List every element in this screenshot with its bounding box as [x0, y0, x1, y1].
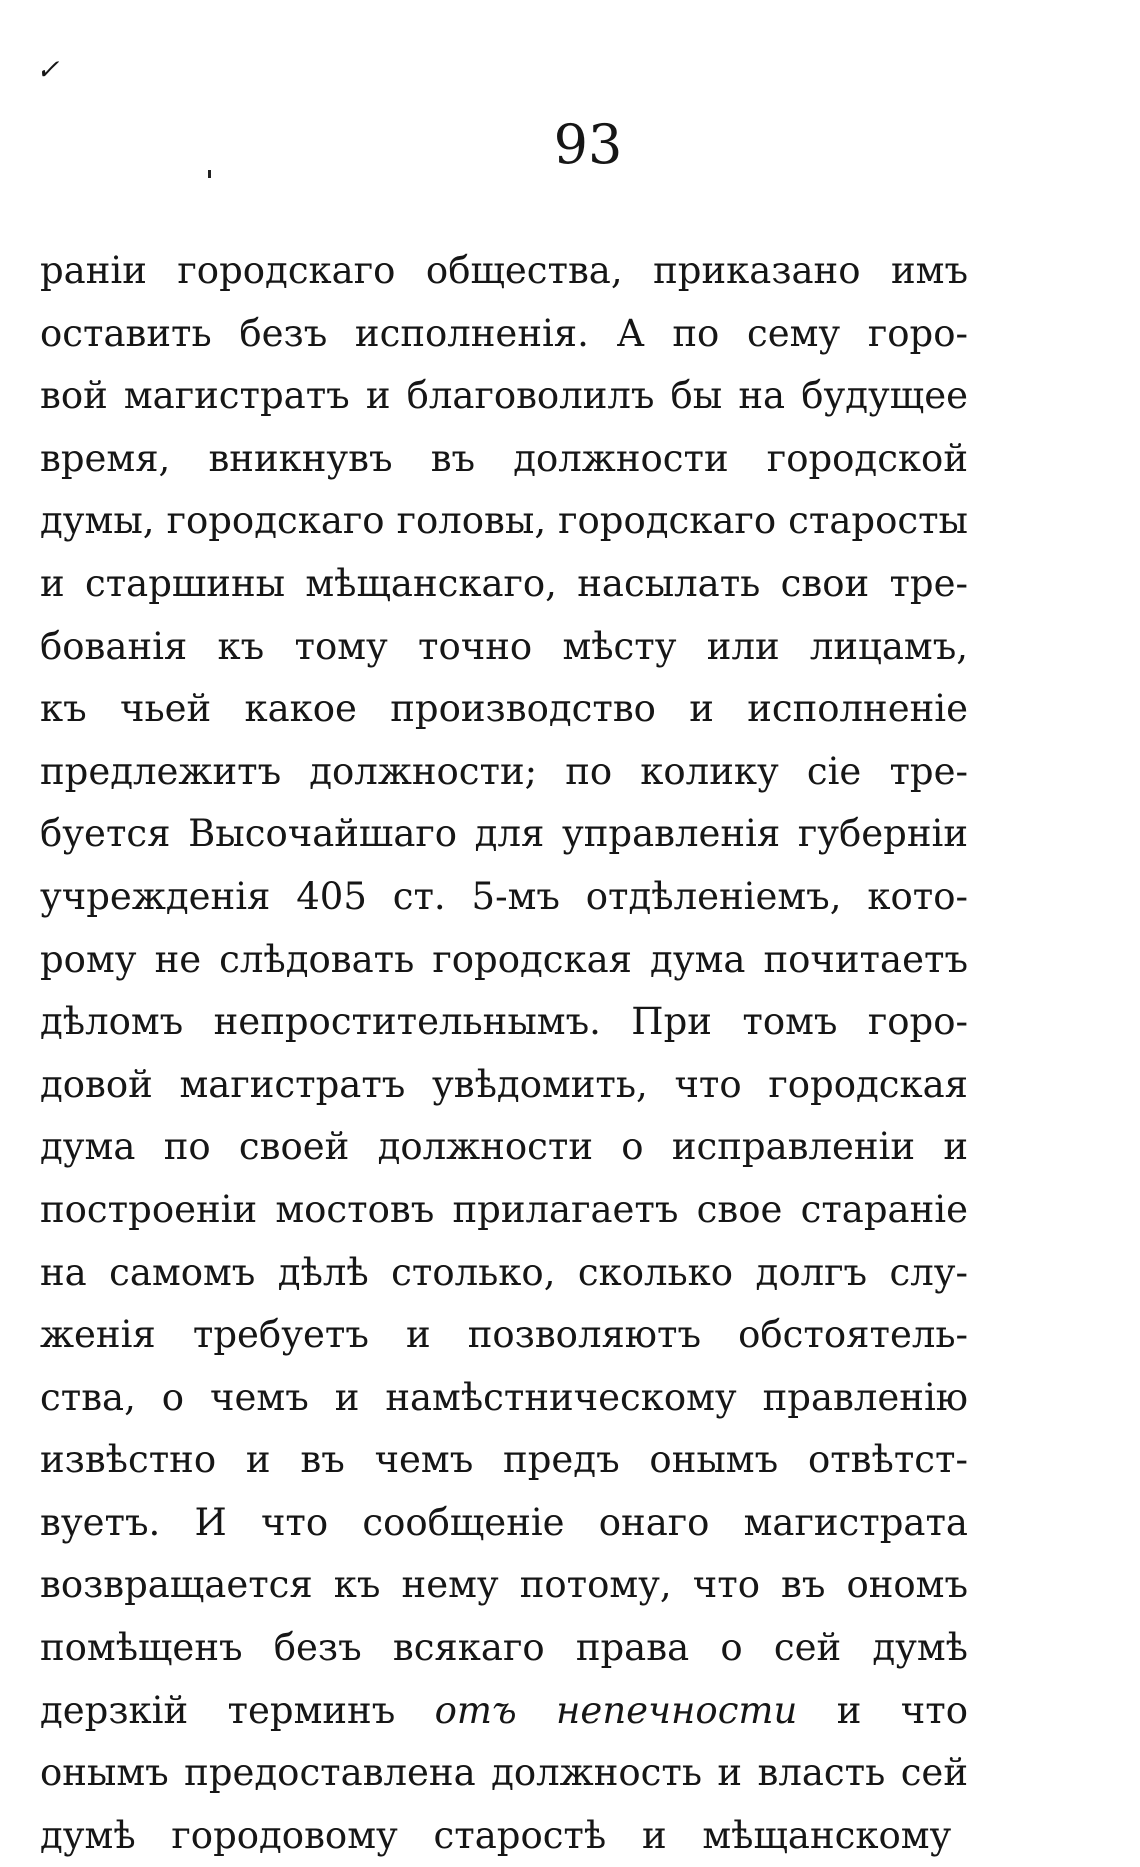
page-number: 93	[553, 113, 623, 176]
text-line: возвращается къ нему потому, что въ ономъ	[40, 1563, 968, 1607]
text-line: вуетъ. И что сообщеніе онаго магистрата	[40, 1500, 968, 1544]
text-line: помѣщенъ безъ всякаго права о сей думѣ	[40, 1626, 968, 1670]
text-line: раніи городскаго общества, приказано имъ	[40, 249, 968, 292]
line-lead: дерзкій терминъ	[40, 1688, 396, 1732]
text-line: дума по своей должности о исправленіи и	[40, 1125, 968, 1169]
text-line: ства, о чемъ и намѣстническому правленію	[40, 1375, 968, 1419]
text-line: на самомъ дѣлѣ столько, сколько долгъ слу-	[40, 1250, 968, 1294]
text-line: буется Высочайшаго для управленія губерніи	[40, 812, 968, 856]
text-line: къ чьей какое производство и исполненіе	[40, 687, 968, 731]
italic-phrase: отъ непечности	[434, 1688, 798, 1732]
text-line: довой магистратъ увѣдомить, что городская	[40, 1062, 968, 1106]
text-line: построеніи мостовъ прилагаетъ свое стараніе	[40, 1187, 968, 1231]
text-line: рому не слѣдовать городская дума почитаетъ	[40, 937, 968, 981]
text-line: думы, городскаго головы, городскаго старосты	[40, 499, 968, 543]
text-line: дѣломъ непростительнымъ. При томъ горо-	[40, 1000, 968, 1044]
text-line: время, вникнувъ въ должности городской	[40, 436, 968, 480]
text-line: извѣстно и въ чемъ предъ онымъ отвѣтст-	[40, 1438, 968, 1482]
pencil-tick-mark: ✓	[36, 53, 60, 86]
text-line-with-italic	[40, 1680, 968, 1743]
text-line: и старшины мѣщанскаго, насылать свои тре-	[40, 561, 968, 605]
text-line: учрежденія 405 ст. 5-мъ отдѣленіемъ, кото-	[40, 874, 968, 918]
text-line: предлежитъ должности; по колику сіе тре-	[40, 749, 968, 793]
text-line-last: думѣ городовому старостѣ и мѣщанскому	[40, 1813, 952, 1857]
text-line: вой магистратъ и благоволилъ бы на будущее	[40, 374, 968, 418]
text-line: онымъ предоставлена должность и власть сей	[40, 1751, 968, 1795]
text-line: оставить безъ исполненія. А по сему горо-	[40, 311, 968, 355]
body-text	[40, 240, 968, 1867]
text-line: женія требуетъ и позволяютъ обстоятель-	[40, 1313, 968, 1357]
text-line: бованія къ тому точно мѣсту или лицамъ,	[40, 624, 968, 668]
stray-ink-mark	[208, 170, 211, 178]
line-tail: и что	[836, 1688, 968, 1732]
